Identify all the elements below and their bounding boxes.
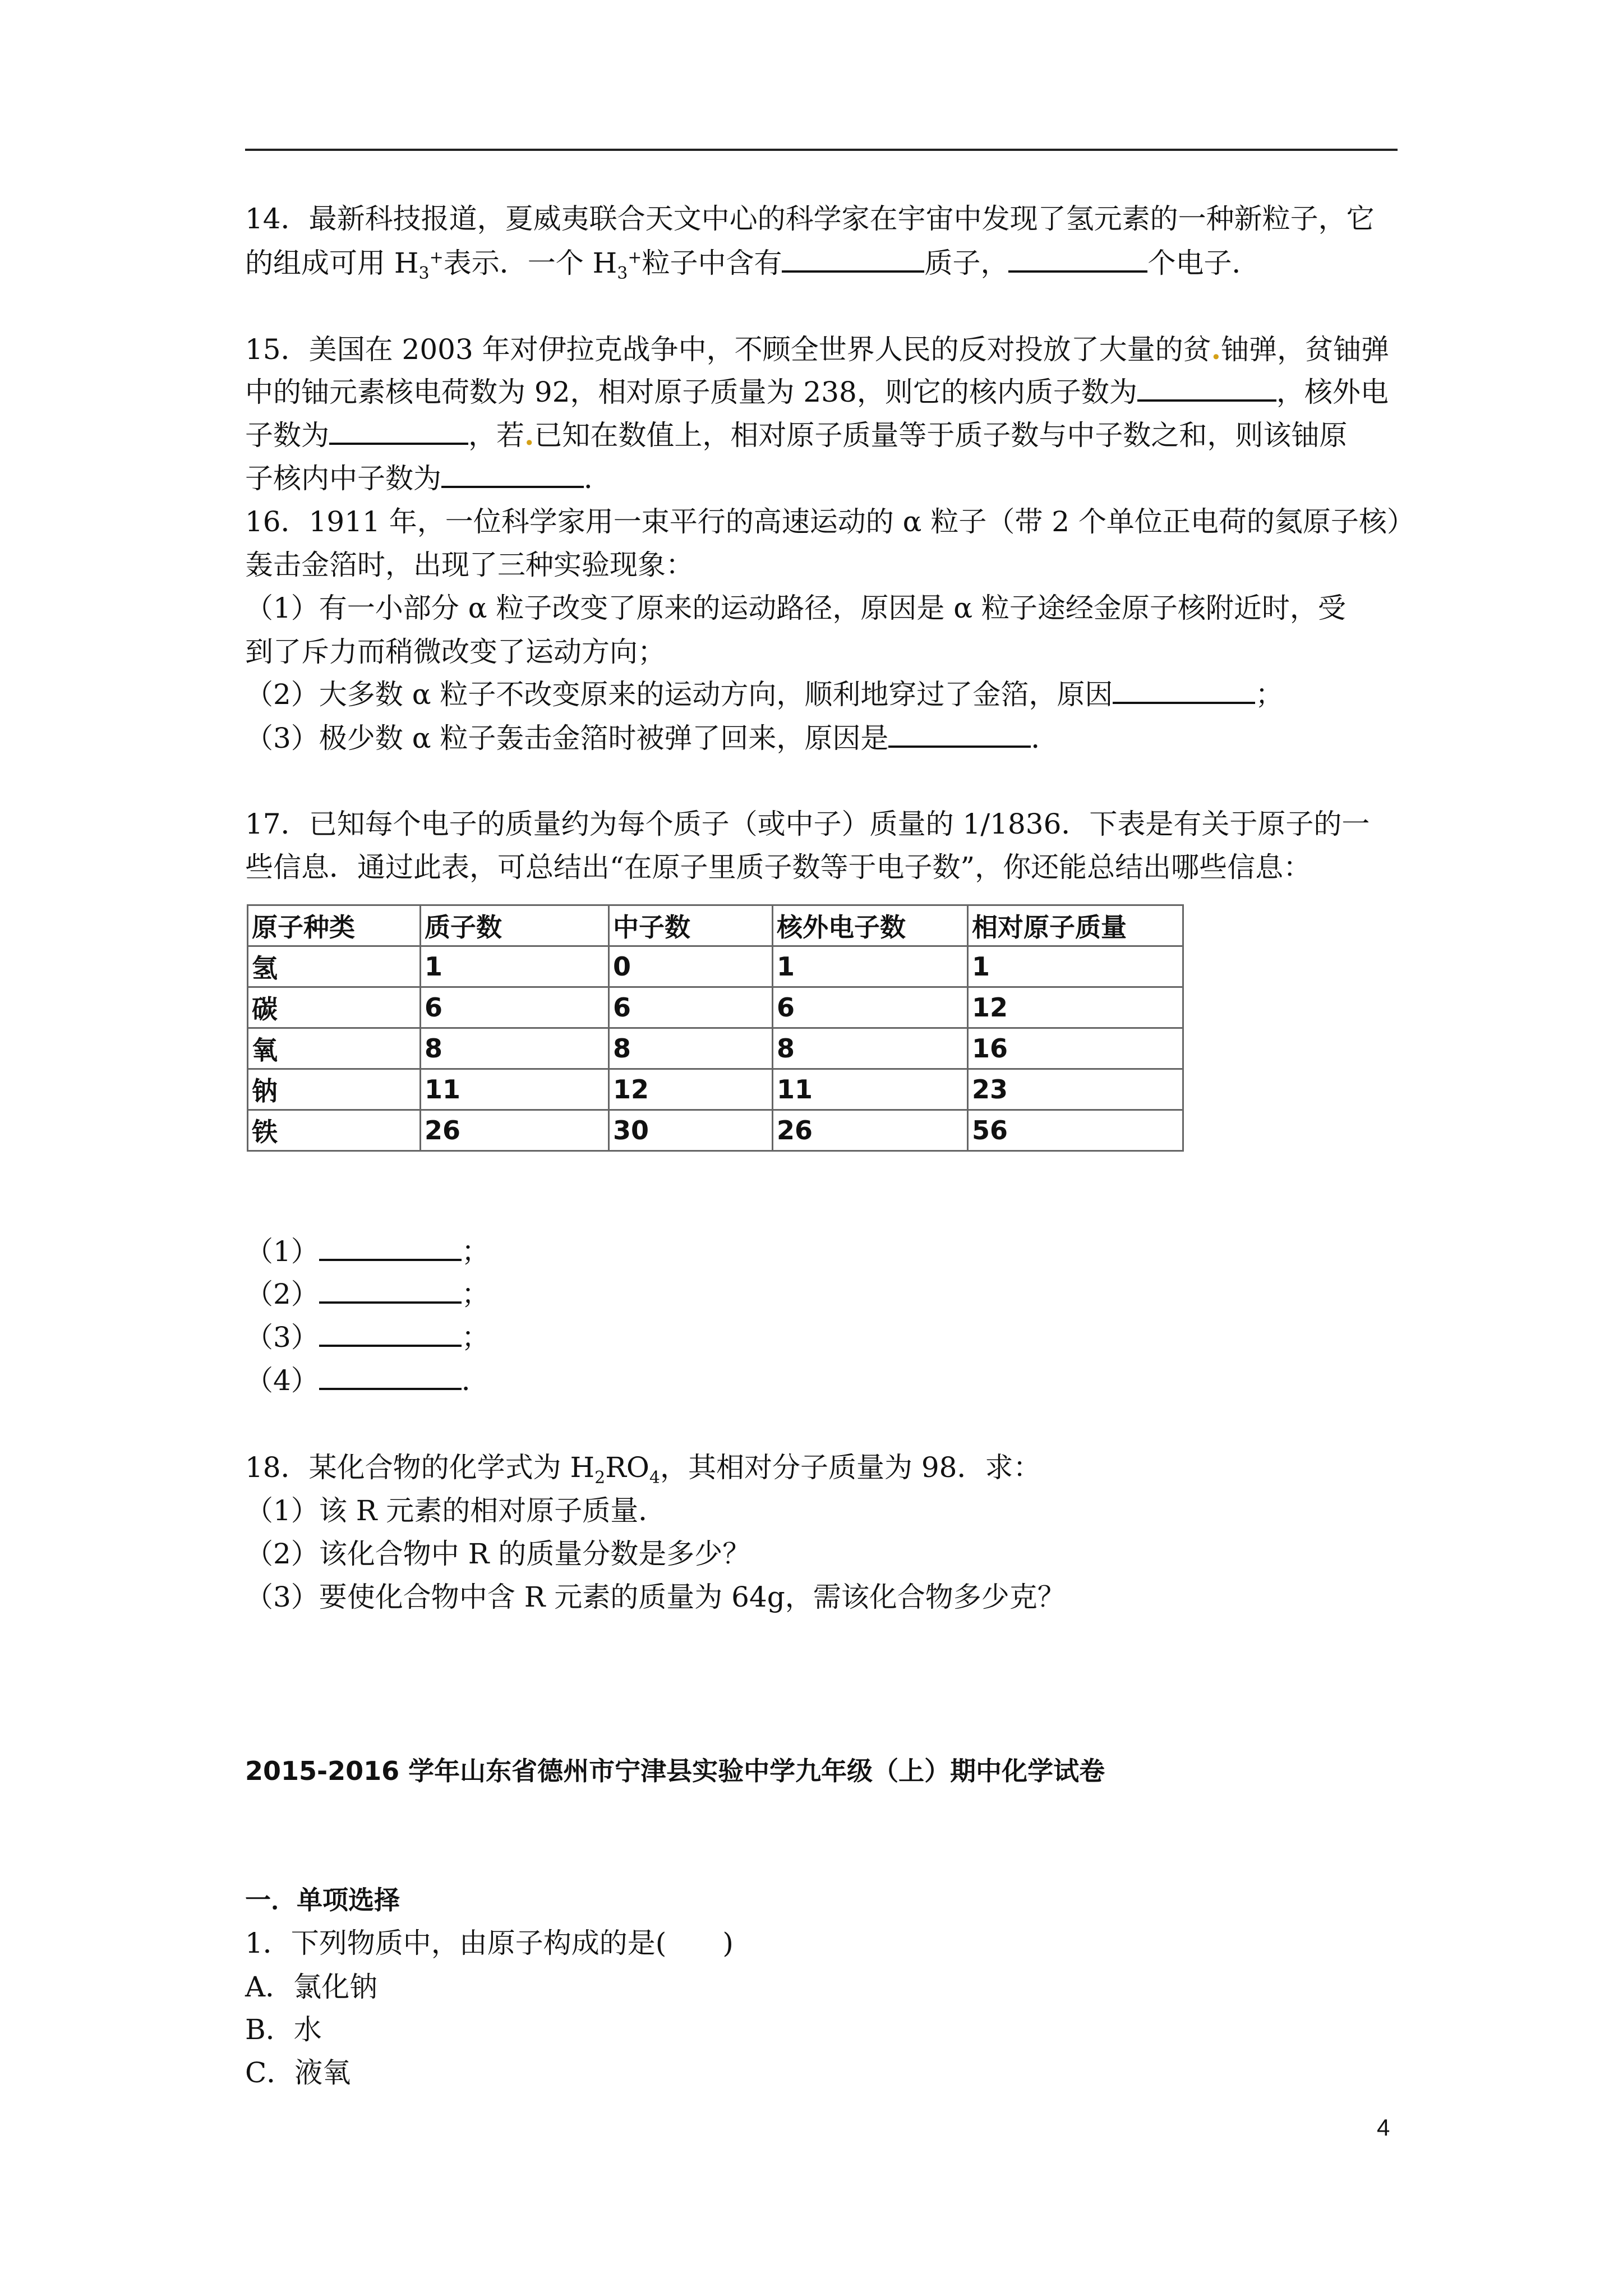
option-b: B．水 (245, 2013, 322, 2046)
q14-line-1: 14．最新科技报道，夏威夷联合天文中心的科学家在宇宙中发现了氢元素的一种新粒子，它 (245, 203, 1375, 235)
table-cell: 6 (609, 987, 773, 1028)
table-cell: 23 (968, 1069, 1183, 1110)
answer-blank[interactable] (888, 719, 1031, 748)
table-cell: 12 (609, 1069, 773, 1110)
q14-line-2: 的组成可用 $H_3^+$表示．一个 $H_3^+$粒子中含有 质子， 个电子． (245, 243, 1260, 283)
q15-line-3: 子数为 ，若.已知在数值上，相对原子质量等于质子数与中子数之和，则该铀原 (245, 416, 1347, 455)
table-header-row (248, 905, 1183, 946)
q17-answer-4: （4） ． (245, 1361, 490, 1400)
q17-answer-1: （1） ； (245, 1232, 490, 1271)
q16-line-4: 到了斥力而稍微改变了运动方向； (245, 636, 666, 668)
option-c: C．液氧 (245, 2056, 351, 2089)
table-cell: 1 (421, 946, 609, 987)
q15-line-4: 子核内中子数为 ． (245, 459, 612, 498)
table-cell: 氢 (248, 946, 421, 987)
table-row (248, 1028, 1183, 1069)
q18-line-4: （3）要使化合物中含 R 元素的质量为 64g，需该化合物多少克？ (245, 1581, 1066, 1613)
table-header-cell: 原子种类 (248, 905, 421, 946)
answer-blank[interactable] (441, 459, 584, 488)
exam-title: 2015-2016 学年山东省德州市宁津县实验中学九年级（上）期中化学试卷 (245, 1756, 1105, 1786)
header-rule (245, 149, 1398, 151)
q17-answer-3: （3） ； (245, 1318, 490, 1357)
table-cell: 0 (609, 946, 773, 987)
table-cell: 6 (773, 987, 968, 1028)
answer-blank[interactable] (319, 1318, 462, 1347)
option-a: A．氯化钠 (245, 1971, 378, 2003)
table-cell: 30 (609, 1110, 773, 1151)
q18-line-2: （1）该 R 元素的相对原子质量． (245, 1494, 667, 1527)
answer-blank[interactable] (319, 1361, 462, 1390)
table-cell: 8 (421, 1028, 609, 1069)
q16-line-6: （3）极少数 α 粒子轰击金箔时被弹了回来，原因是 ． (245, 719, 1059, 758)
table-header-cell: 质子数 (421, 905, 609, 946)
answer-blank[interactable] (782, 243, 924, 273)
table-cell: 钠 (248, 1069, 421, 1110)
q17-answer-2: （2） ； (245, 1274, 490, 1314)
q18-line-3: （2）该化合物中 R 的质量分数是多少？ (245, 1538, 751, 1570)
table-cell: 26 (421, 1110, 609, 1151)
question-1: 1．下列物质中，由原子构成的是( ) (245, 1927, 734, 1959)
q16-line-1: 16．1911 年，一位科学家用一束平行的高速运动的 α 粒子（带 2 个单位正电荷的氦原子核） (245, 505, 1415, 538)
table-cell: 氧 (248, 1028, 421, 1069)
table-header-cell: 核外电子数 (773, 905, 968, 946)
q16-line-5: （2）大多数 α 粒子不改变原来的运动方向，顺利地穿过了金箔，原因 ； (245, 675, 1283, 714)
answer-blank[interactable] (319, 1274, 462, 1304)
table-cell: 11 (421, 1069, 609, 1110)
table-header-cell: 中子数 (609, 905, 773, 946)
q16-line-3: （1）有一小部分 α 粒子改变了原来的运动路径，原因是 α 粒子途经金原子核附近时，受 (245, 592, 1346, 624)
table-cell: 56 (968, 1110, 1183, 1151)
q16-line-2: 轰击金箔时，出现了三种实验现象： (245, 549, 694, 581)
table-cell: 16 (968, 1028, 1183, 1069)
table-cell: 1 (773, 946, 968, 987)
table-cell: 12 (968, 987, 1183, 1028)
answer-blank[interactable] (329, 416, 468, 445)
part-heading: 一．单项选择 (245, 1885, 400, 1915)
q15-line-2: 中的铀元素核电荷数为 92，相对原子质量为 238，则它的核内质子数为 ，核外电 (245, 372, 1389, 412)
q15-line-1: 15．美国在 2003 年对伊拉克战争中，不顾全世界人民的反对投放了大量的贫.铀弹，贫铀弹 (245, 333, 1390, 366)
table-cell: 1 (968, 946, 1183, 987)
answer-blank[interactable] (319, 1232, 462, 1261)
q17-line-2: 些信息．通过此表，可总结出“在原子里质子数等于电子数”，你还能总结出哪些信息： (245, 851, 1312, 884)
atom-info-table (247, 904, 1184, 1152)
table-cell: 碳 (248, 987, 421, 1028)
answer-blank[interactable] (1113, 675, 1255, 704)
table-row (248, 1069, 1183, 1110)
table-cell: 26 (773, 1110, 968, 1151)
table-cell: 6 (421, 987, 609, 1028)
table-cell: 8 (773, 1028, 968, 1069)
answer-blank[interactable] (1008, 243, 1147, 273)
table-cell: 8 (609, 1028, 773, 1069)
q17-line-1: 17．已知每个电子的质量约为每个质子（或中子）质量的 1/1836．下表是有关于原子的一 (245, 808, 1370, 840)
table-cell: 11 (773, 1069, 968, 1110)
answer-blank[interactable] (1137, 372, 1276, 402)
q18-line-1: 18．某化合物的化学式为 $H_2RO_4$，其相对分子质量为 98．求： (245, 1451, 1041, 1488)
table-cell: 铁 (248, 1110, 421, 1151)
table-row (248, 987, 1183, 1028)
table-header-cell: 相对原子质量 (968, 905, 1183, 946)
table-row (248, 1110, 1183, 1151)
table-row (248, 946, 1183, 987)
page-number: 4 (1377, 2114, 1390, 2141)
